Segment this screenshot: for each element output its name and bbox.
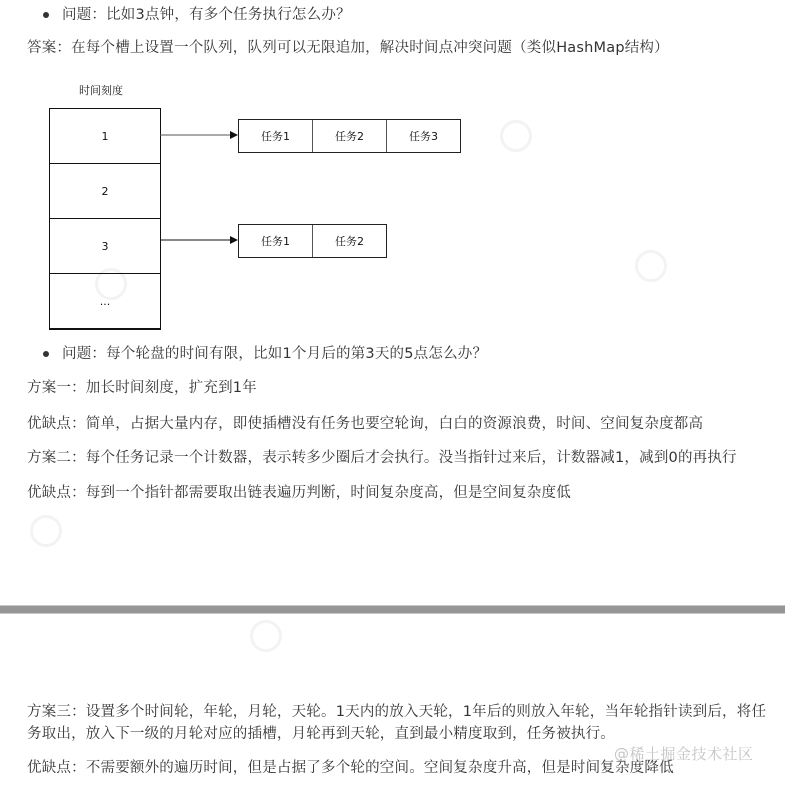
task-cell: 任务1 bbox=[239, 120, 313, 152]
answer-1: 答案：在每个槽上设置一个队列，队列可以无限追加，解决时间点冲突问题（类似HashMap结构） bbox=[27, 40, 669, 56]
task-cell: 任务3 bbox=[409, 130, 438, 143]
watermark-text: @稀土掘金技术社区 bbox=[614, 745, 754, 763]
task-cell: 任务1 bbox=[239, 225, 313, 257]
watermark-logo-icon bbox=[250, 620, 282, 652]
task-cell: 任务2 bbox=[313, 120, 387, 152]
diagram-title: 时间刻度 bbox=[79, 84, 123, 97]
slot: 2 bbox=[50, 164, 160, 219]
slot: ... bbox=[99, 294, 111, 308]
time-slots bbox=[49, 108, 161, 330]
watermark-logo-icon bbox=[635, 250, 667, 282]
watermark-logo-icon bbox=[30, 515, 62, 547]
plan-3: 方案三：设置多个时间轮，年轮，月轮，天轮。1天内的放入天轮，1年后的则放入年轮，当年轮指针读到后，将任务取出，放入下一级的月轮对应的插槽，月轮再到天轮，直到最小精度取到，任务被执行。 bbox=[27, 704, 767, 742]
watermark-logo-icon bbox=[500, 120, 532, 152]
bullet-icon bbox=[43, 351, 49, 357]
slot: 1 bbox=[50, 109, 160, 164]
question-1: 问题：比如3点钟，有多个任务执行怎么办？ bbox=[62, 7, 351, 23]
plan-1-pros-cons: 优缺点：简单，占据大量内存，即使插槽没有任务也要空轮询，白白的资源浪费，时间、空间复杂度都高 bbox=[27, 416, 704, 432]
task-queue-slot-3 bbox=[238, 224, 387, 258]
question-2: 问题：每个轮盘的时间有限，比如1个月后的第3天的5点怎么办？ bbox=[62, 346, 488, 362]
slot: 3 bbox=[50, 219, 160, 274]
plan-1: 方案一：加长时间刻度，扩充到1年 bbox=[27, 380, 257, 396]
task-cell: 任务2 bbox=[335, 235, 364, 248]
arrow-slot3-icon bbox=[160, 235, 238, 245]
plan-2: 方案二：每个任务记录一个计数器，表示转多少圈后才会执行。没当指针过来后，计数器减1，减到0的再执行 bbox=[27, 450, 737, 466]
task-queue-slot-1 bbox=[238, 119, 461, 153]
bullet-icon bbox=[43, 12, 49, 18]
arrow-slot1-icon bbox=[160, 130, 238, 140]
plan-2-pros-cons: 优缺点：每到一个指针都需要取出链表遍历判断，时间复杂度高，但是空间复杂度低 bbox=[27, 485, 571, 501]
plan-3-pros-cons: 优缺点：不需要额外的遍历时间，但是占据了多个轮的空间。空间复杂度升高，但是时间复杂度降低 bbox=[27, 760, 674, 776]
section-divider bbox=[0, 605, 785, 614]
